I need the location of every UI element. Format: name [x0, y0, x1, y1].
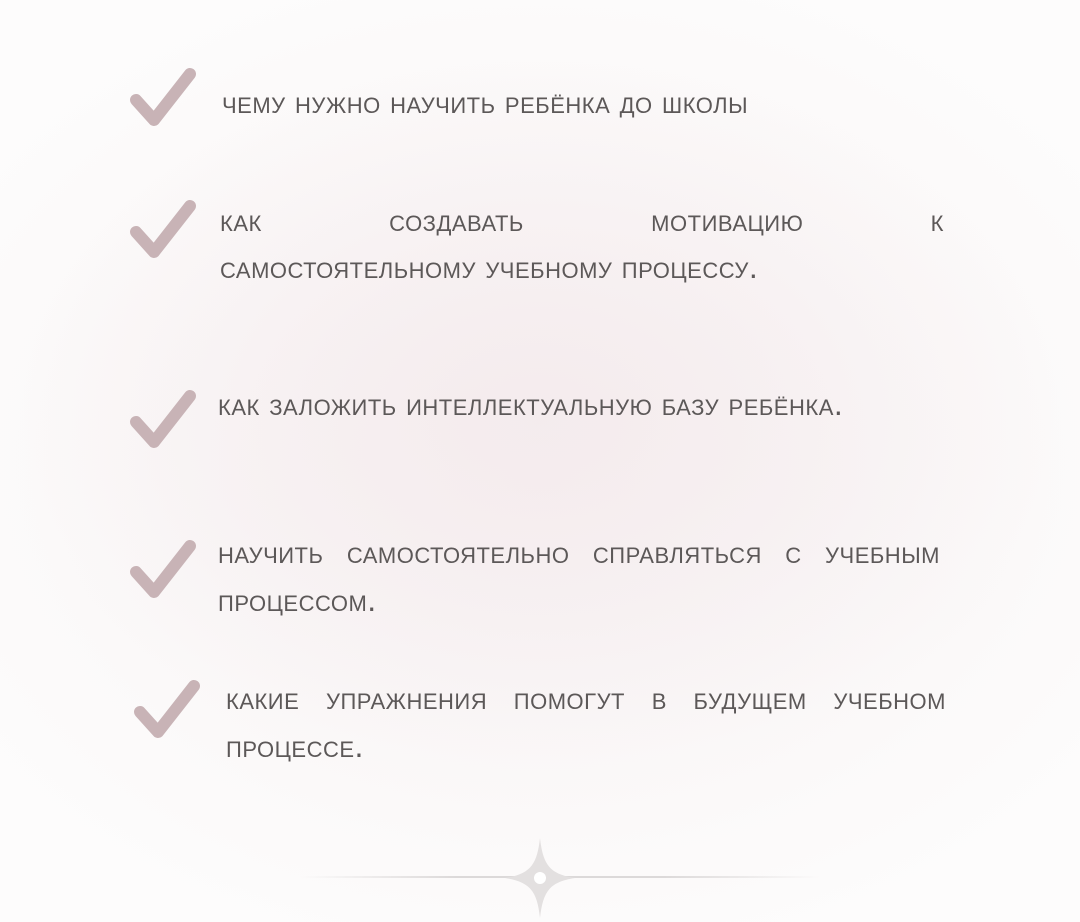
list-item-text: чему нужно научить ребёнка до школы — [222, 84, 749, 120]
checkmark-icon — [132, 678, 202, 742]
list-item-text-line-2: самостоятельному учебному процессу. — [220, 249, 759, 285]
list-item-text: какие упражнения помогут в будущем учебном процессе. — [226, 680, 946, 764]
checkmark-icon — [128, 388, 198, 452]
checkmark-icon — [128, 538, 198, 602]
list-item-text-line-1: как создавать мотивацию к — [220, 202, 944, 238]
sparkle-star-icon — [505, 838, 575, 918]
checkmark-icon — [128, 66, 198, 130]
list-item-text: научить самостоятельно справляться с учебным процессом. — [218, 534, 940, 618]
checkmark-icon — [128, 198, 198, 262]
list-item-text: как заложить интеллектуальную базу ребёнка. — [218, 386, 844, 422]
